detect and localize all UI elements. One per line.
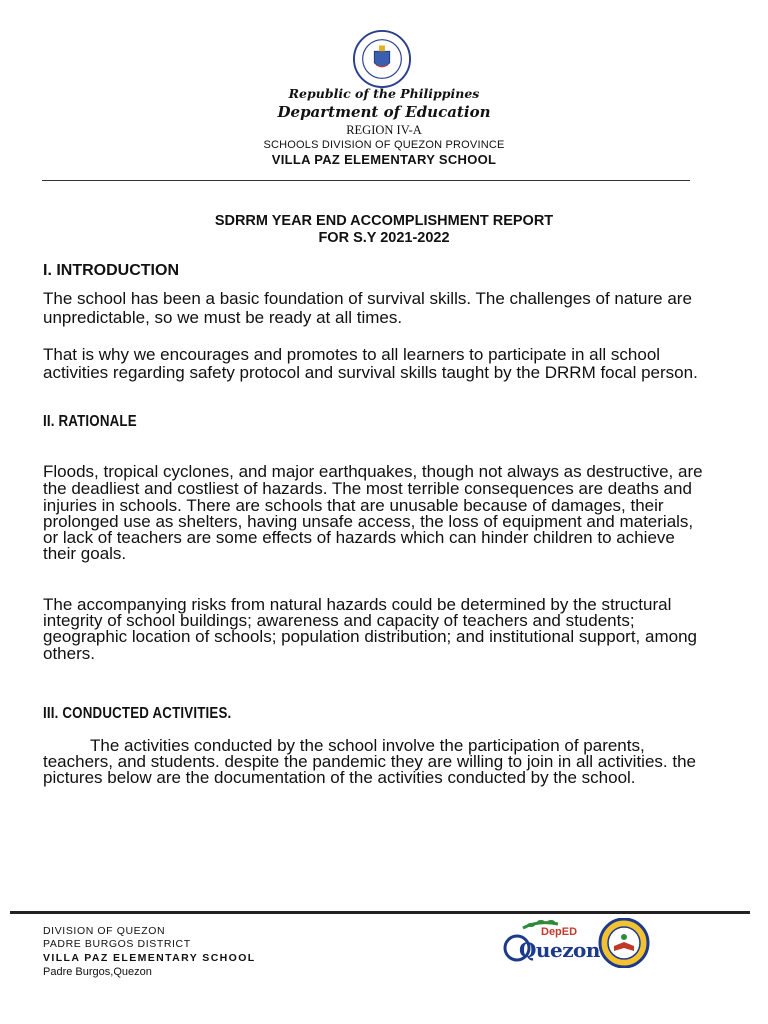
footer-divider xyxy=(10,911,750,914)
deped-quezon-logo xyxy=(503,918,600,968)
footer-division: DIVISION OF QUEZON xyxy=(43,925,166,937)
school-name: VILLA PAZ ELEMENTARY SCHOOL xyxy=(271,152,497,167)
rationale-p1-line6: their goals. xyxy=(43,544,127,563)
division-line: SCHOOLS DIVISION OF QUEZON PROVINCE xyxy=(263,139,505,151)
region-line: REGION IV-A xyxy=(346,123,422,137)
rationale-heading: II. RATIONALE xyxy=(43,413,137,430)
rationale-p2-line4: others. xyxy=(43,644,95,663)
rationale-p1-line1: Floods, tropical cyclones, and major earthquakes, though not always as destructive, are xyxy=(43,462,703,481)
activities-p1-line1: The activities conducted by the school involve the participation of parents, xyxy=(90,736,645,755)
rationale-p1-line3: injuries in schools. There are schools that are unusable because of damages, their xyxy=(43,496,664,515)
intro-p2-line2: activities regarding safety protocol and survival skills taught by the DRRM focal person. xyxy=(43,363,698,382)
rationale-p1-line5: or lack of teachers are some effects of hazards which can hinder children to achieve xyxy=(43,528,675,547)
intro-p1-line2: unpredictable, so we must be ready at all times. xyxy=(43,308,403,327)
rationale-p1-line2: the deadliest and costliest of hazards. The most terrible consequences are deaths and xyxy=(43,479,692,498)
report-title-line1: SDRRM YEAR END ACCOMPLISHMENT REPORT xyxy=(214,213,554,229)
activities-heading: III. CONDUCTED ACTIVITIES. xyxy=(43,705,232,722)
footer-district: PADRE BURGOS DISTRICT xyxy=(43,938,191,950)
deped-seal-logo xyxy=(353,30,411,88)
republic-line: Republic of the Philippines xyxy=(288,86,480,101)
intro-heading: I. INTRODUCTION xyxy=(43,262,179,279)
intro-p1-line1: The school has been a basic foundation of survival skills. The challenges of nature are xyxy=(43,289,692,308)
school-seal-logo xyxy=(598,918,650,968)
footer-school: VILLA PAZ ELEMENTARY SCHOOL xyxy=(43,952,256,964)
rationale-p2-line2: integrity of school buildings; awareness and capacity of teachers and students; xyxy=(43,611,635,630)
intro-p2-line1: That is why we encourages and promotes to all learners to participate in all school xyxy=(43,345,661,364)
rationale-p2-line1: The accompanying risks from natural hazards could be determined by the structural xyxy=(43,595,672,614)
quezon-text: Quezon xyxy=(519,938,600,962)
activities-p1-line3: pictures below are the documentation of the activities conducted by the school. xyxy=(43,768,636,787)
rationale-p2-line3: geographic location of schools; population distribution; and institutional support, among xyxy=(43,627,697,646)
header-divider xyxy=(42,180,690,181)
department-line: Department of Education xyxy=(277,103,491,121)
report-title-line2: FOR S.Y 2021-2022 xyxy=(318,230,450,246)
activities-p1-line2: teachers, and students. despite the pandemic they are willing to join in all activities. the xyxy=(43,752,696,771)
deped-text: DepED xyxy=(541,926,578,938)
rationale-p1-line4: prolonged use as shelters, having unsafe access, the loss of equipment and materials, xyxy=(43,512,694,531)
footer-address: Padre Burgos,Quezon xyxy=(43,966,152,978)
